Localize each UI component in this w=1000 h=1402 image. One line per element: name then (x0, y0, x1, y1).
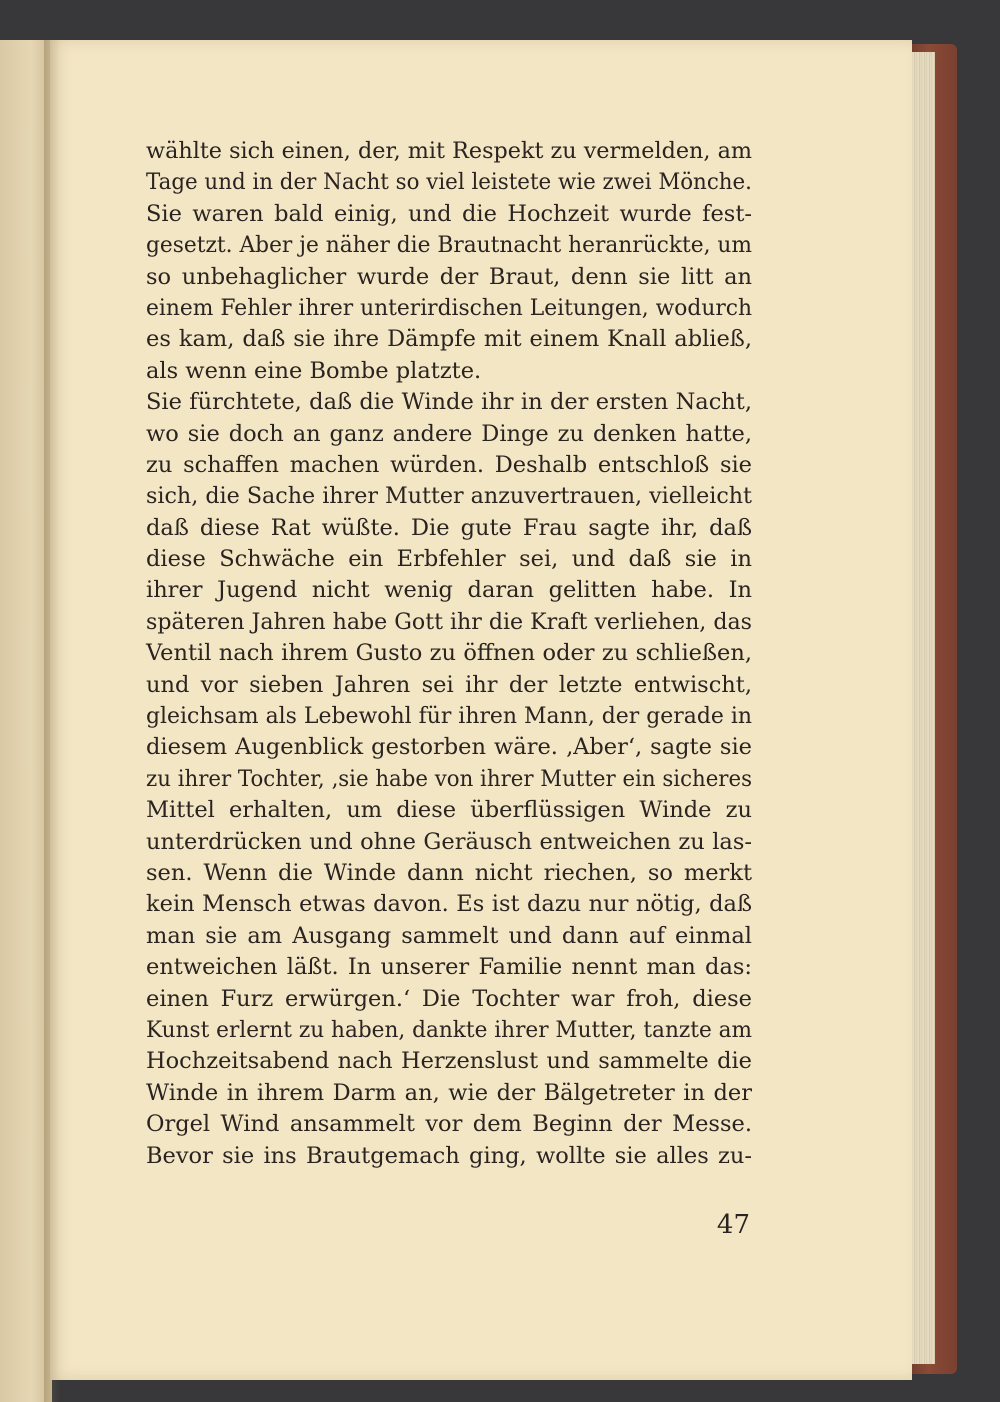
text-line: sich, die Sache ihrer Mutter anzuvertrauen, vielleicht (146, 483, 752, 510)
page-number: 47 (716, 1210, 750, 1240)
text-line: unterdrücken und ohne Geräusch entweichen zu las- (146, 828, 752, 855)
text-line: und vor sieben Jahren sei ihr der letzte entwischt, (146, 671, 752, 698)
text-line: Mittel erhalten, um diese überflüssigen Winde zu (146, 797, 752, 824)
text-line: gesetzt. Aber je näher die Brautnacht heranrückte, um (146, 232, 752, 259)
text-line: es kam, daß sie ihre Dämpfe mit einem Knall abließ, (146, 326, 752, 353)
text-line: ihrer Jugend nicht wenig daran gelitten habe. In (146, 577, 752, 604)
text-line: späteren Jahren habe Gott ihr die Kraft verliehen, das (146, 608, 753, 635)
text-line: Tage und in der Nacht so viel leistete wie zwei Mönche. (146, 169, 752, 196)
page-text (146, 136, 752, 1172)
text-line: daß diese Rat wüßte. Die gute Frau sagte ihr, daß (146, 514, 752, 541)
text-line: Kunst erlernt zu haben, dankte ihrer Mutter, tanzte am (146, 1016, 753, 1043)
text-line: sen. Wenn die Winde dann nicht riechen, so merkt (146, 859, 752, 886)
text-line: Sie waren bald einig, und die Hochzeit wurde fest- (146, 200, 752, 227)
text-line: wo sie doch an ganz andere Dinge zu denken hatte, (146, 420, 752, 447)
text-line: diese Schwäche ein Erbfehler sei, und daß sie in (146, 546, 752, 573)
text-line: einen Furz erwürgen.‘ Die Tochter war froh, diese (146, 985, 752, 1012)
text-line: einem Fehler ihrer unterirdischen Leitungen, wodurch (146, 294, 753, 321)
text-line: man sie am Ausgang sammelt und dann auf einmal (146, 922, 752, 949)
text-line: gleichsam als Lebewohl für ihren Mann, der gerade in (146, 703, 752, 730)
text-line: Sie fürchtete, daß die Winde ihr in der ersten Nacht, (146, 389, 752, 416)
text-line: wählte sich einen, der, mit Respekt zu vermelden, am (146, 138, 752, 164)
text-line: Bevor sie ins Brautgemach ging, wollte sie alles zu- (146, 1142, 752, 1169)
text-line: Ventil nach ihrem Gusto zu öffnen oder zu schließen, (146, 640, 752, 667)
text-line: als wenn eine Bombe platzte. (146, 357, 482, 384)
text-line: Orgel Wind ansammelt vor dem Beginn der Messe. (146, 1111, 752, 1138)
book-gutter (44, 40, 60, 1402)
text-line: diesem Augenblick gestorben wäre. ‚Aber‘, sagte sie (146, 734, 752, 761)
text-line: zu ihrer Tochter, ‚sie habe von ihrer Mutter ein sicheres (146, 765, 753, 792)
text-line: entweichen läßt. In unserer Familie nennt man das: (146, 954, 752, 981)
text-line: Winde in ihrem Darm an, wie der Bälgetreter in der (146, 1079, 752, 1106)
text-line: so unbehaglicher wurde der Braut, denn sie litt an (146, 263, 752, 290)
text-line: kein Mensch etwas davon. Es ist dazu nur nötig, daß (146, 891, 752, 918)
text-line: Hochzeitsabend nach Herzenslust und sammelte die (146, 1048, 752, 1075)
text-line: zu schaffen machen würden. Deshalb entschloß sie (146, 451, 752, 478)
